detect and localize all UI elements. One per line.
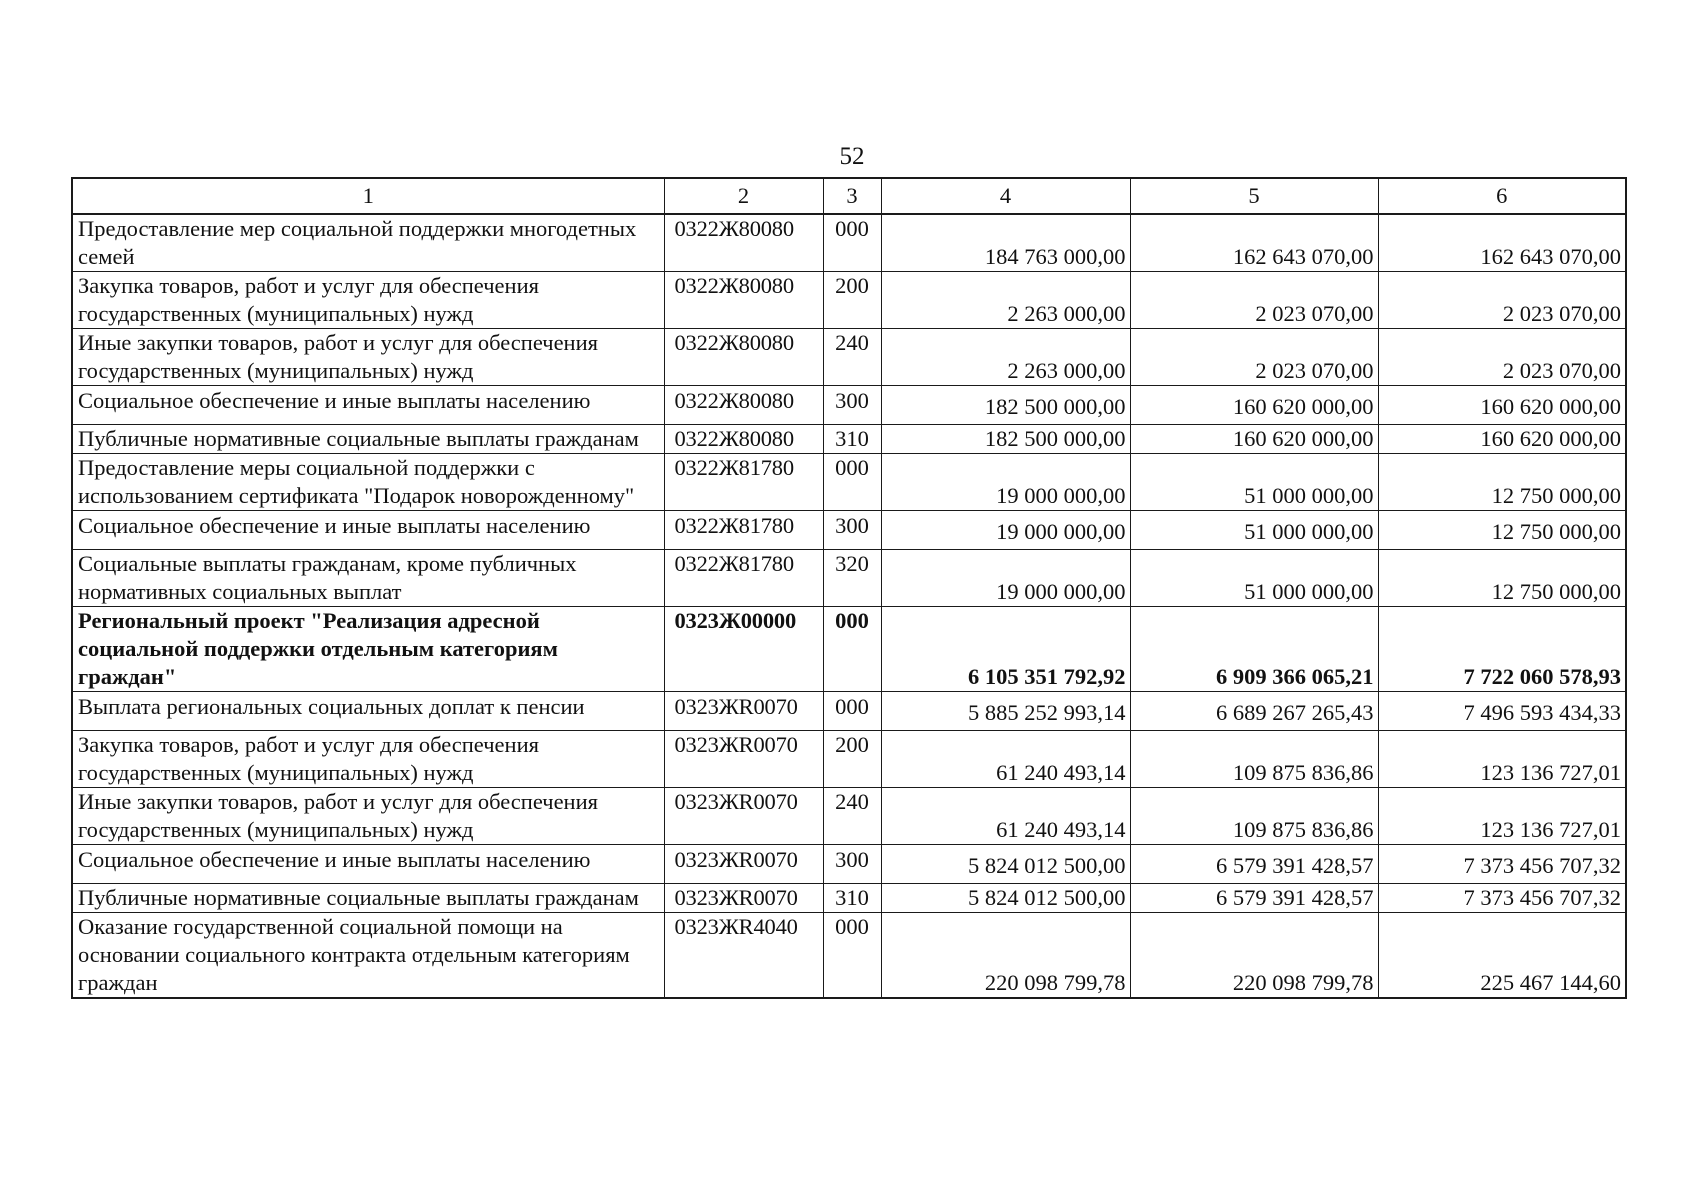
row-amount-2: 220 098 799,78 [1130, 913, 1378, 999]
row-amount-1: 220 098 799,78 [881, 913, 1130, 999]
row-expense-type: 000 [823, 692, 881, 731]
row-amount-2: 51 000 000,00 [1130, 550, 1378, 607]
row-target-code: 0323ЖR0070 [664, 731, 823, 788]
row-amount-1: 19 000 000,00 [881, 511, 1130, 550]
row-amount-1: 5 824 012 500,00 [881, 845, 1130, 884]
row-expense-type: 310 [823, 425, 881, 454]
table-row [72, 845, 1626, 884]
row-amount-3: 2 023 070,00 [1378, 272, 1626, 329]
row-target-code: 0323ЖR0070 [664, 788, 823, 845]
row-amount-2: 109 875 836,86 [1130, 731, 1378, 788]
row-amount-3: 7 496 593 434,33 [1378, 692, 1626, 731]
table-row [72, 884, 1626, 913]
row-name: Социальное обеспечение и иные выплаты населению [72, 386, 664, 425]
row-target-code: 0322Ж80080 [664, 272, 823, 329]
row-amount-2: 162 643 070,00 [1130, 214, 1378, 272]
row-target-code: 0322Ж80080 [664, 386, 823, 425]
row-target-code: 0323ЖR0070 [664, 692, 823, 731]
row-target-code: 0323ЖR0070 [664, 845, 823, 884]
row-amount-2: 6 689 267 265,43 [1130, 692, 1378, 731]
table-row [72, 913, 1626, 999]
row-amount-3: 7 373 456 707,32 [1378, 845, 1626, 884]
row-name: Публичные нормативные социальные выплаты гражданам [72, 884, 664, 913]
table-row [72, 607, 1626, 692]
row-amount-1: 5 824 012 500,00 [881, 884, 1130, 913]
row-expense-type: 000 [823, 454, 881, 511]
table-row [72, 214, 1626, 272]
row-expense-type: 000 [823, 607, 881, 692]
row-amount-3: 160 620 000,00 [1378, 386, 1626, 425]
row-expense-type: 000 [823, 214, 881, 272]
row-amount-2: 160 620 000,00 [1130, 386, 1378, 425]
row-name: Закупка товаров, работ и услуг для обеспечения государственных (муниципальных) нужд [72, 731, 664, 788]
row-target-code: 0322Ж81780 [664, 511, 823, 550]
table-row [72, 454, 1626, 511]
row-amount-3: 2 023 070,00 [1378, 329, 1626, 386]
column-header-code: 2 [664, 178, 823, 214]
row-name: Региональный проект "Реализация адресной социальной поддержки отдельным категориям граждан" [72, 607, 664, 692]
row-amount-2: 2 023 070,00 [1130, 329, 1378, 386]
row-expense-type: 240 [823, 329, 881, 386]
row-target-code: 0323Ж00000 [664, 607, 823, 692]
row-amount-1: 182 500 000,00 [881, 386, 1130, 425]
row-expense-type: 320 [823, 550, 881, 607]
row-amount-1: 19 000 000,00 [881, 454, 1130, 511]
row-amount-2: 2 023 070,00 [1130, 272, 1378, 329]
column-header-amount-2: 5 [1130, 178, 1378, 214]
table-row [72, 425, 1626, 454]
row-expense-type: 200 [823, 272, 881, 329]
row-name: Публичные нормативные социальные выплаты гражданам [72, 425, 664, 454]
row-amount-3: 160 620 000,00 [1378, 425, 1626, 454]
row-amount-3: 123 136 727,01 [1378, 731, 1626, 788]
row-amount-1: 61 240 493,14 [881, 731, 1130, 788]
row-amount-2: 6 579 391 428,57 [1130, 845, 1378, 884]
row-amount-1: 5 885 252 993,14 [881, 692, 1130, 731]
column-header-amount-1: 4 [881, 178, 1130, 214]
row-name: Оказание государственной социальной помощи на основании социального контракта отдельным категориям граждан [72, 913, 664, 999]
row-expense-type: 300 [823, 511, 881, 550]
row-expense-type: 240 [823, 788, 881, 845]
table-row [72, 272, 1626, 329]
row-amount-1: 184 763 000,00 [881, 214, 1130, 272]
row-name: Закупка товаров, работ и услуг для обеспечения государственных (муниципальных) нужд [72, 272, 664, 329]
row-amount-1: 6 105 351 792,92 [881, 607, 1130, 692]
row-amount-1: 2 263 000,00 [881, 329, 1130, 386]
table-row [72, 692, 1626, 731]
row-name: Иные закупки товаров, работ и услуг для обеспечения государственных (муниципальных) нужд [72, 329, 664, 386]
page-number: 52 [839, 143, 865, 170]
row-amount-1: 182 500 000,00 [881, 425, 1130, 454]
row-expense-type: 300 [823, 386, 881, 425]
row-name: Социальные выплаты гражданам, кроме публичных нормативных социальных выплат [72, 550, 664, 607]
row-target-code: 0322Ж80080 [664, 329, 823, 386]
row-name: Иные закупки товаров, работ и услуг для обеспечения государственных (муниципальных) нужд [72, 788, 664, 845]
row-target-code: 0322Ж81780 [664, 454, 823, 511]
row-amount-3: 162 643 070,00 [1378, 214, 1626, 272]
row-amount-3: 225 467 144,60 [1378, 913, 1626, 999]
row-amount-3: 123 136 727,01 [1378, 788, 1626, 845]
column-header-name: 1 [72, 178, 664, 214]
row-target-code: 0322Ж80080 [664, 425, 823, 454]
row-amount-2: 6 909 366 065,21 [1130, 607, 1378, 692]
table-body [72, 178, 1626, 998]
row-name: Предоставление меры социальной поддержки с использованием сертификата "Подарок новорожденному" [72, 454, 664, 511]
row-amount-3: 12 750 000,00 [1378, 511, 1626, 550]
column-header-amount-3: 6 [1378, 178, 1626, 214]
table-header-row [72, 178, 1626, 214]
row-amount-1: 19 000 000,00 [881, 550, 1130, 607]
row-amount-3: 7 373 456 707,32 [1378, 884, 1626, 913]
column-header-expense-type: 3 [823, 178, 881, 214]
row-name: Социальное обеспечение и иные выплаты населению [72, 511, 664, 550]
row-amount-2: 6 579 391 428,57 [1130, 884, 1378, 913]
row-target-code: 0323ЖR4040 [664, 913, 823, 999]
table-row [72, 386, 1626, 425]
row-target-code: 0322Ж80080 [664, 214, 823, 272]
budget-table [71, 177, 1627, 999]
row-amount-1: 2 263 000,00 [881, 272, 1130, 329]
table-row [72, 550, 1626, 607]
row-amount-3: 7 722 060 578,93 [1378, 607, 1626, 692]
table-row [72, 788, 1626, 845]
row-amount-2: 160 620 000,00 [1130, 425, 1378, 454]
row-amount-2: 51 000 000,00 [1130, 511, 1378, 550]
row-amount-3: 12 750 000,00 [1378, 454, 1626, 511]
row-amount-2: 109 875 836,86 [1130, 788, 1378, 845]
row-expense-type: 200 [823, 731, 881, 788]
row-amount-1: 61 240 493,14 [881, 788, 1130, 845]
row-amount-3: 12 750 000,00 [1378, 550, 1626, 607]
table-row [72, 731, 1626, 788]
table-row [72, 511, 1626, 550]
row-expense-type: 000 [823, 913, 881, 999]
row-target-code: 0322Ж81780 [664, 550, 823, 607]
row-amount-2: 51 000 000,00 [1130, 454, 1378, 511]
row-target-code: 0323ЖR0070 [664, 884, 823, 913]
table-row [72, 329, 1626, 386]
row-name: Предоставление мер социальной поддержки многодетных семей [72, 214, 664, 272]
row-name: Выплата региональных социальных доплат к пенсии [72, 692, 664, 731]
row-expense-type: 300 [823, 845, 881, 884]
row-expense-type: 310 [823, 884, 881, 913]
row-name: Социальное обеспечение и иные выплаты населению [72, 845, 664, 884]
